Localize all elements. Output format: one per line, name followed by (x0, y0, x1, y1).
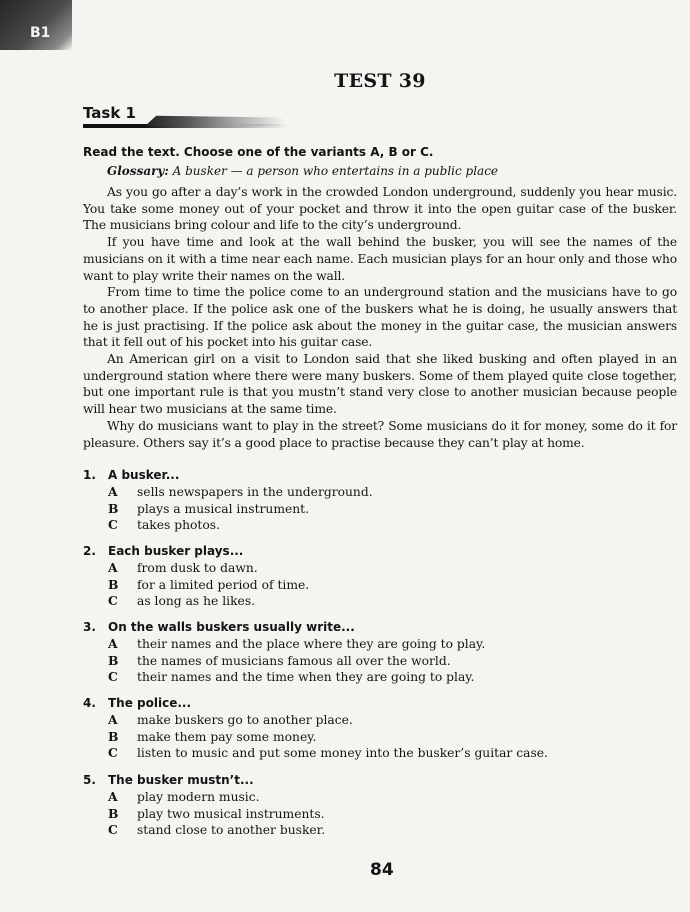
question-4 (83, 694, 643, 762)
question-1 (83, 466, 643, 534)
option-letter: C (108, 593, 118, 609)
paragraph: Why do musicians want to play in the street? Some musicians do it for money, some do it for pleasure. Others say it’s a good place to practise because they can’t play at home. (83, 418, 677, 450)
question-text: The police... (108, 696, 192, 710)
task-label: Task 1 (83, 104, 136, 122)
question-text: The busker mustn’t... (108, 773, 254, 787)
instruction: Read the text. Choose one of the variants A, B or C. (83, 145, 434, 159)
option-c[interactable] (83, 822, 643, 839)
paragraph: From time to time the police come to an underground station and the musicians have to go to another place. If the police ask one of the buskers what he is doing, he usually answers that he is just practising. If the police ask about the money in the guitar case, the musician answers that it fell out of his pocket into his guitar case. (83, 285, 677, 350)
option-letter: A (108, 484, 118, 499)
option-text: the names of musicians famous all over the world. (137, 653, 451, 668)
level-badge (0, 0, 72, 50)
reading-text (83, 184, 677, 451)
question-2 (83, 542, 643, 610)
option-b[interactable] (83, 729, 643, 746)
option-text: make buskers go to another place. (137, 713, 353, 727)
option-text: takes photos. (137, 518, 220, 533)
option-letter: A (108, 560, 118, 575)
option-a[interactable] (83, 560, 643, 577)
option-letter: B (108, 728, 119, 744)
option-a[interactable] (83, 789, 643, 806)
option-text: plays a musical instrument. (137, 501, 310, 516)
question-number: 4. (83, 696, 96, 710)
question-number: 5. (83, 773, 96, 787)
paragraph: As you go after a day’s work in the crowded London underground, suddenly you hear music. You take some money out of your pocket and throw it into the open guitar case of the busker. The musicians bring colour and life to the city’s underground. (83, 185, 677, 233)
question-text: A busker... (108, 468, 180, 482)
option-letter: C (108, 517, 118, 533)
option-letter: B (108, 652, 119, 668)
option-text: play modern music. (137, 790, 260, 804)
task-heading (83, 104, 283, 128)
option-letter: C (108, 822, 118, 838)
option-a[interactable] (83, 636, 643, 653)
option-text: as long as he likes. (137, 594, 256, 609)
option-b[interactable] (83, 501, 643, 518)
glossary-term: Glossary: (107, 164, 169, 178)
page-number: 84 (370, 860, 394, 880)
option-b[interactable] (83, 806, 643, 823)
question-text: On the walls buskers usually write... (108, 620, 355, 634)
option-b[interactable] (83, 577, 643, 594)
question-5 (83, 771, 643, 839)
paragraph: If you have time and look at the wall behind the busker, you will see the names of the musicians on it with a time near each name. Each musician plays for an hour only and those who want to play write their names on the wall. (83, 235, 677, 283)
option-c[interactable] (83, 745, 643, 762)
option-b[interactable] (83, 653, 643, 670)
option-text: their names and the time when they are going to play. (137, 670, 475, 685)
option-text: their names and the place where they are going to play. (137, 637, 486, 651)
glossary-definition: A busker — a person who entertains in a public place (168, 164, 499, 178)
option-letter: A (108, 789, 118, 804)
option-letter: B (108, 500, 119, 516)
option-letter: A (108, 712, 118, 727)
option-text: listen to music and put some money into the busker’s guitar case. (137, 746, 548, 761)
option-text: sells newspapers in the underground. (137, 485, 373, 499)
question-number: 3. (83, 620, 96, 634)
question-number: 1. (83, 468, 96, 482)
option-c[interactable] (83, 517, 643, 534)
option-text: from dusk to dawn. (137, 561, 258, 575)
task-decoration (145, 114, 285, 126)
question-number: 2. (83, 544, 96, 558)
option-text: make them pay some money. (137, 729, 317, 744)
option-letter: C (108, 669, 118, 685)
paragraph: An American girl on a visit to London said that she liked busking and often played in an underground station where there were many buskers. Some of them played quite close together, but one important rule is that you mustn’t stand very close to another musician because people will hear two musicians at the same time. (83, 352, 677, 417)
option-a[interactable] (83, 712, 643, 729)
test-title: TEST 39 (334, 70, 426, 92)
option-text: play two musical instruments. (137, 806, 325, 821)
option-c[interactable] (83, 669, 643, 686)
question-3 (83, 618, 643, 686)
option-letter: C (108, 745, 118, 761)
option-letter: A (108, 636, 118, 651)
question-text: Each busker plays... (108, 544, 244, 558)
option-text: for a limited period of time. (137, 577, 310, 592)
option-letter: B (108, 805, 119, 821)
level-badge-label: B1 (30, 25, 51, 41)
option-c[interactable] (83, 593, 643, 610)
option-text: stand close to another busker. (137, 823, 326, 838)
option-letter: B (108, 576, 119, 592)
glossary (107, 164, 498, 178)
option-a[interactable] (83, 484, 643, 501)
